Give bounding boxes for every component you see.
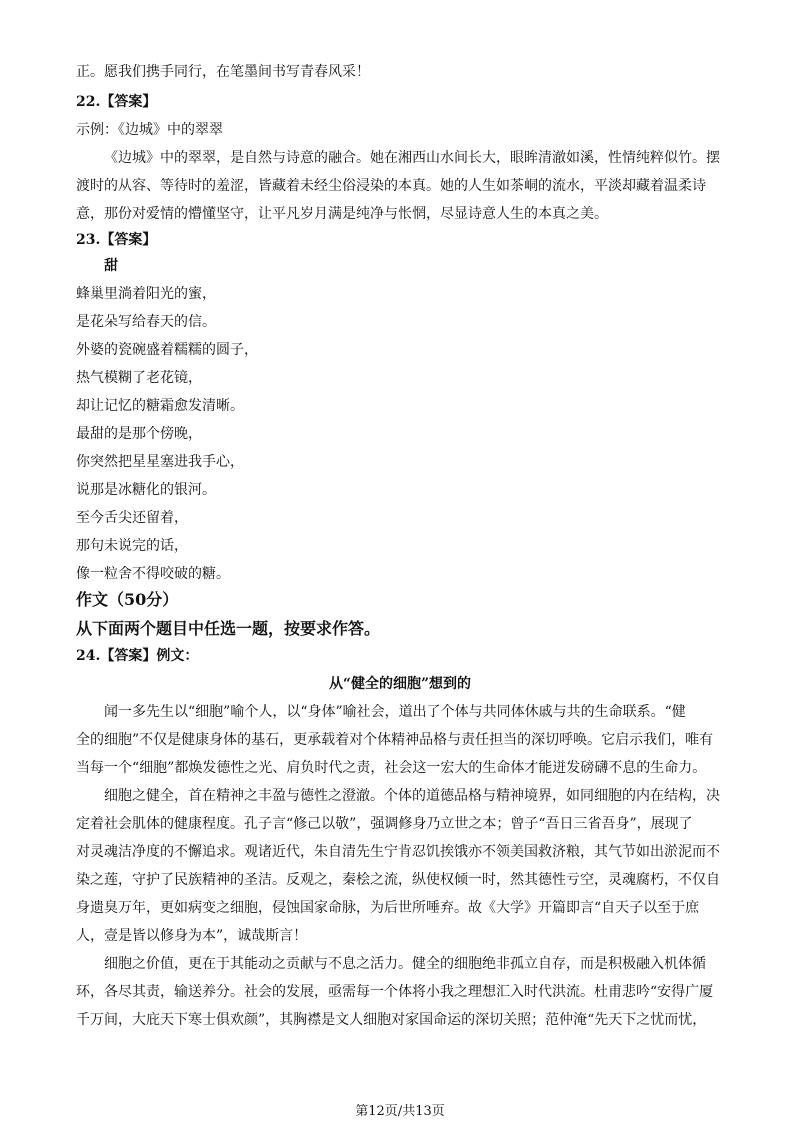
poem-title: 甜 — [104, 258, 118, 274]
essay-line: 全的细胞”不仅是健康身体的基石，更承载着对个体精神品格与责任担当的深切呼唤。它启示我们，唯有 — [76, 732, 714, 748]
essay-line: 对灵魂洁净度的不懈追求。观诸近代，朱自清先生宁肯忍饥挨饿亦不领美国救济粮，其气节如出淤泥而不 — [76, 844, 720, 860]
essay-line: 细胞之健全，首在精神之丰盈与德性之澄澈。个体的道德品格与精神境界，如同细胞的内在结构，决 — [104, 788, 720, 804]
question-22-label: 22.【答案】 — [76, 94, 157, 110]
paragraph-line: 意，那份对爱情的懵懂坚守，让平凡岁月满是纯净与怅惘，尽显诗意人生的本真之美。 — [76, 206, 608, 222]
essay-line: 细胞之价值，更在于其能动之贡献与不息之活力。健全的细胞绝非孤立自存，而是积极融入机体循 — [104, 956, 706, 972]
poem-line: 热气模糊了老花镜， — [76, 370, 202, 386]
poem-line: 你突然把星星塞进我手心， — [76, 454, 244, 470]
poem-line: 最甜的是那个傍晚， — [76, 426, 202, 442]
essay-line: 定着社会肌体的健康程度。孔子言“修己以敬”，强调修身乃立世之本；曾子“吾日三省吾身”，展现了 — [76, 816, 693, 832]
poem-line: 像一粒舍不得咬破的糖。 — [76, 566, 230, 582]
poem-line: 说那是冰糖化的银河。 — [76, 482, 216, 498]
paragraph-line: 《边城》中的翠翠，是自然与诗意的融合。她在湘西山水间长大，眼眸清澈如溪，性情纯粹似竹。摆 — [104, 150, 720, 166]
essay-line: 闻一多先生以“细胞”喻个人，以“身体”喻社会，道出了个体与共同体休戚与共的生命联系。“健 — [104, 704, 686, 720]
poem-line: 外婆的瓷碗盛着糯糯的圆子， — [76, 342, 258, 358]
poem-line: 却让记忆的糖霜愈发清晰。 — [76, 398, 244, 414]
essay-line: 千万间，大庇天下寒士俱欢颜”，其胸襟是文人细胞对家国命运的深切关照；范仲淹“先天下之忧而忧， — [76, 1012, 707, 1028]
essay-line: 染之莲，守护了民族精神的圣洁。反观之，秦桧之流，纵使权倾一时，然其德性亏空，灵魂腐朽，不仅自 — [76, 872, 720, 888]
section-instruction: 从下面两个题目中任选一题，按要求作答。 — [76, 619, 381, 638]
question-24-label: 24.【答案】例文： — [76, 648, 199, 664]
poem-line: 那句未说完的话， — [76, 538, 188, 554]
question-23-label: 23.【答案】 — [76, 232, 157, 248]
question-22-example: 示例：《边城》中的翠翠 — [76, 122, 223, 138]
section-title: 作文（50分） — [76, 590, 179, 609]
poem-line: 蜂巢里淌着阳光的蜜， — [76, 286, 216, 302]
page-number-footer: 第12页/共13页 — [355, 1104, 445, 1119]
paragraph-line: 正。愿我们携手同行，在笔墨间书写青春风采！ — [76, 64, 370, 80]
poem-line: 是花朵写给春天的信。 — [76, 314, 216, 330]
paragraph-line: 渡时的从容、等待时的羞涩，皆藏着未经尘俗浸染的本真。她的人生如茶峒的流水，平淡却藏着温柔诗 — [76, 178, 706, 194]
poem-line: 至今舌尖还留着， — [76, 510, 188, 526]
essay-line: 环，各尽其责，输送养分。社会的发展，亟需每一个体将小我之理想汇入时代洪流。杜甫悲吟“安得广厦 — [76, 984, 714, 1000]
essay-line: 当每一个“细胞”都焕发德性之光、肩负时代之责，社会这一宏大的生命体才能迸发磅礴不息的生命力。 — [76, 760, 707, 776]
essay-line: 人，壹是皆以修身为本”，诚哉斯言！ — [76, 928, 308, 944]
essay-line: 身遗臭万年，更如病变之细胞，侵蚀国家命脉，为后世所唾弃。故《大学》开篇即言“自天子以至于庶 — [76, 900, 700, 916]
essay-title: 从“健全的细胞”想到的 — [328, 676, 472, 692]
